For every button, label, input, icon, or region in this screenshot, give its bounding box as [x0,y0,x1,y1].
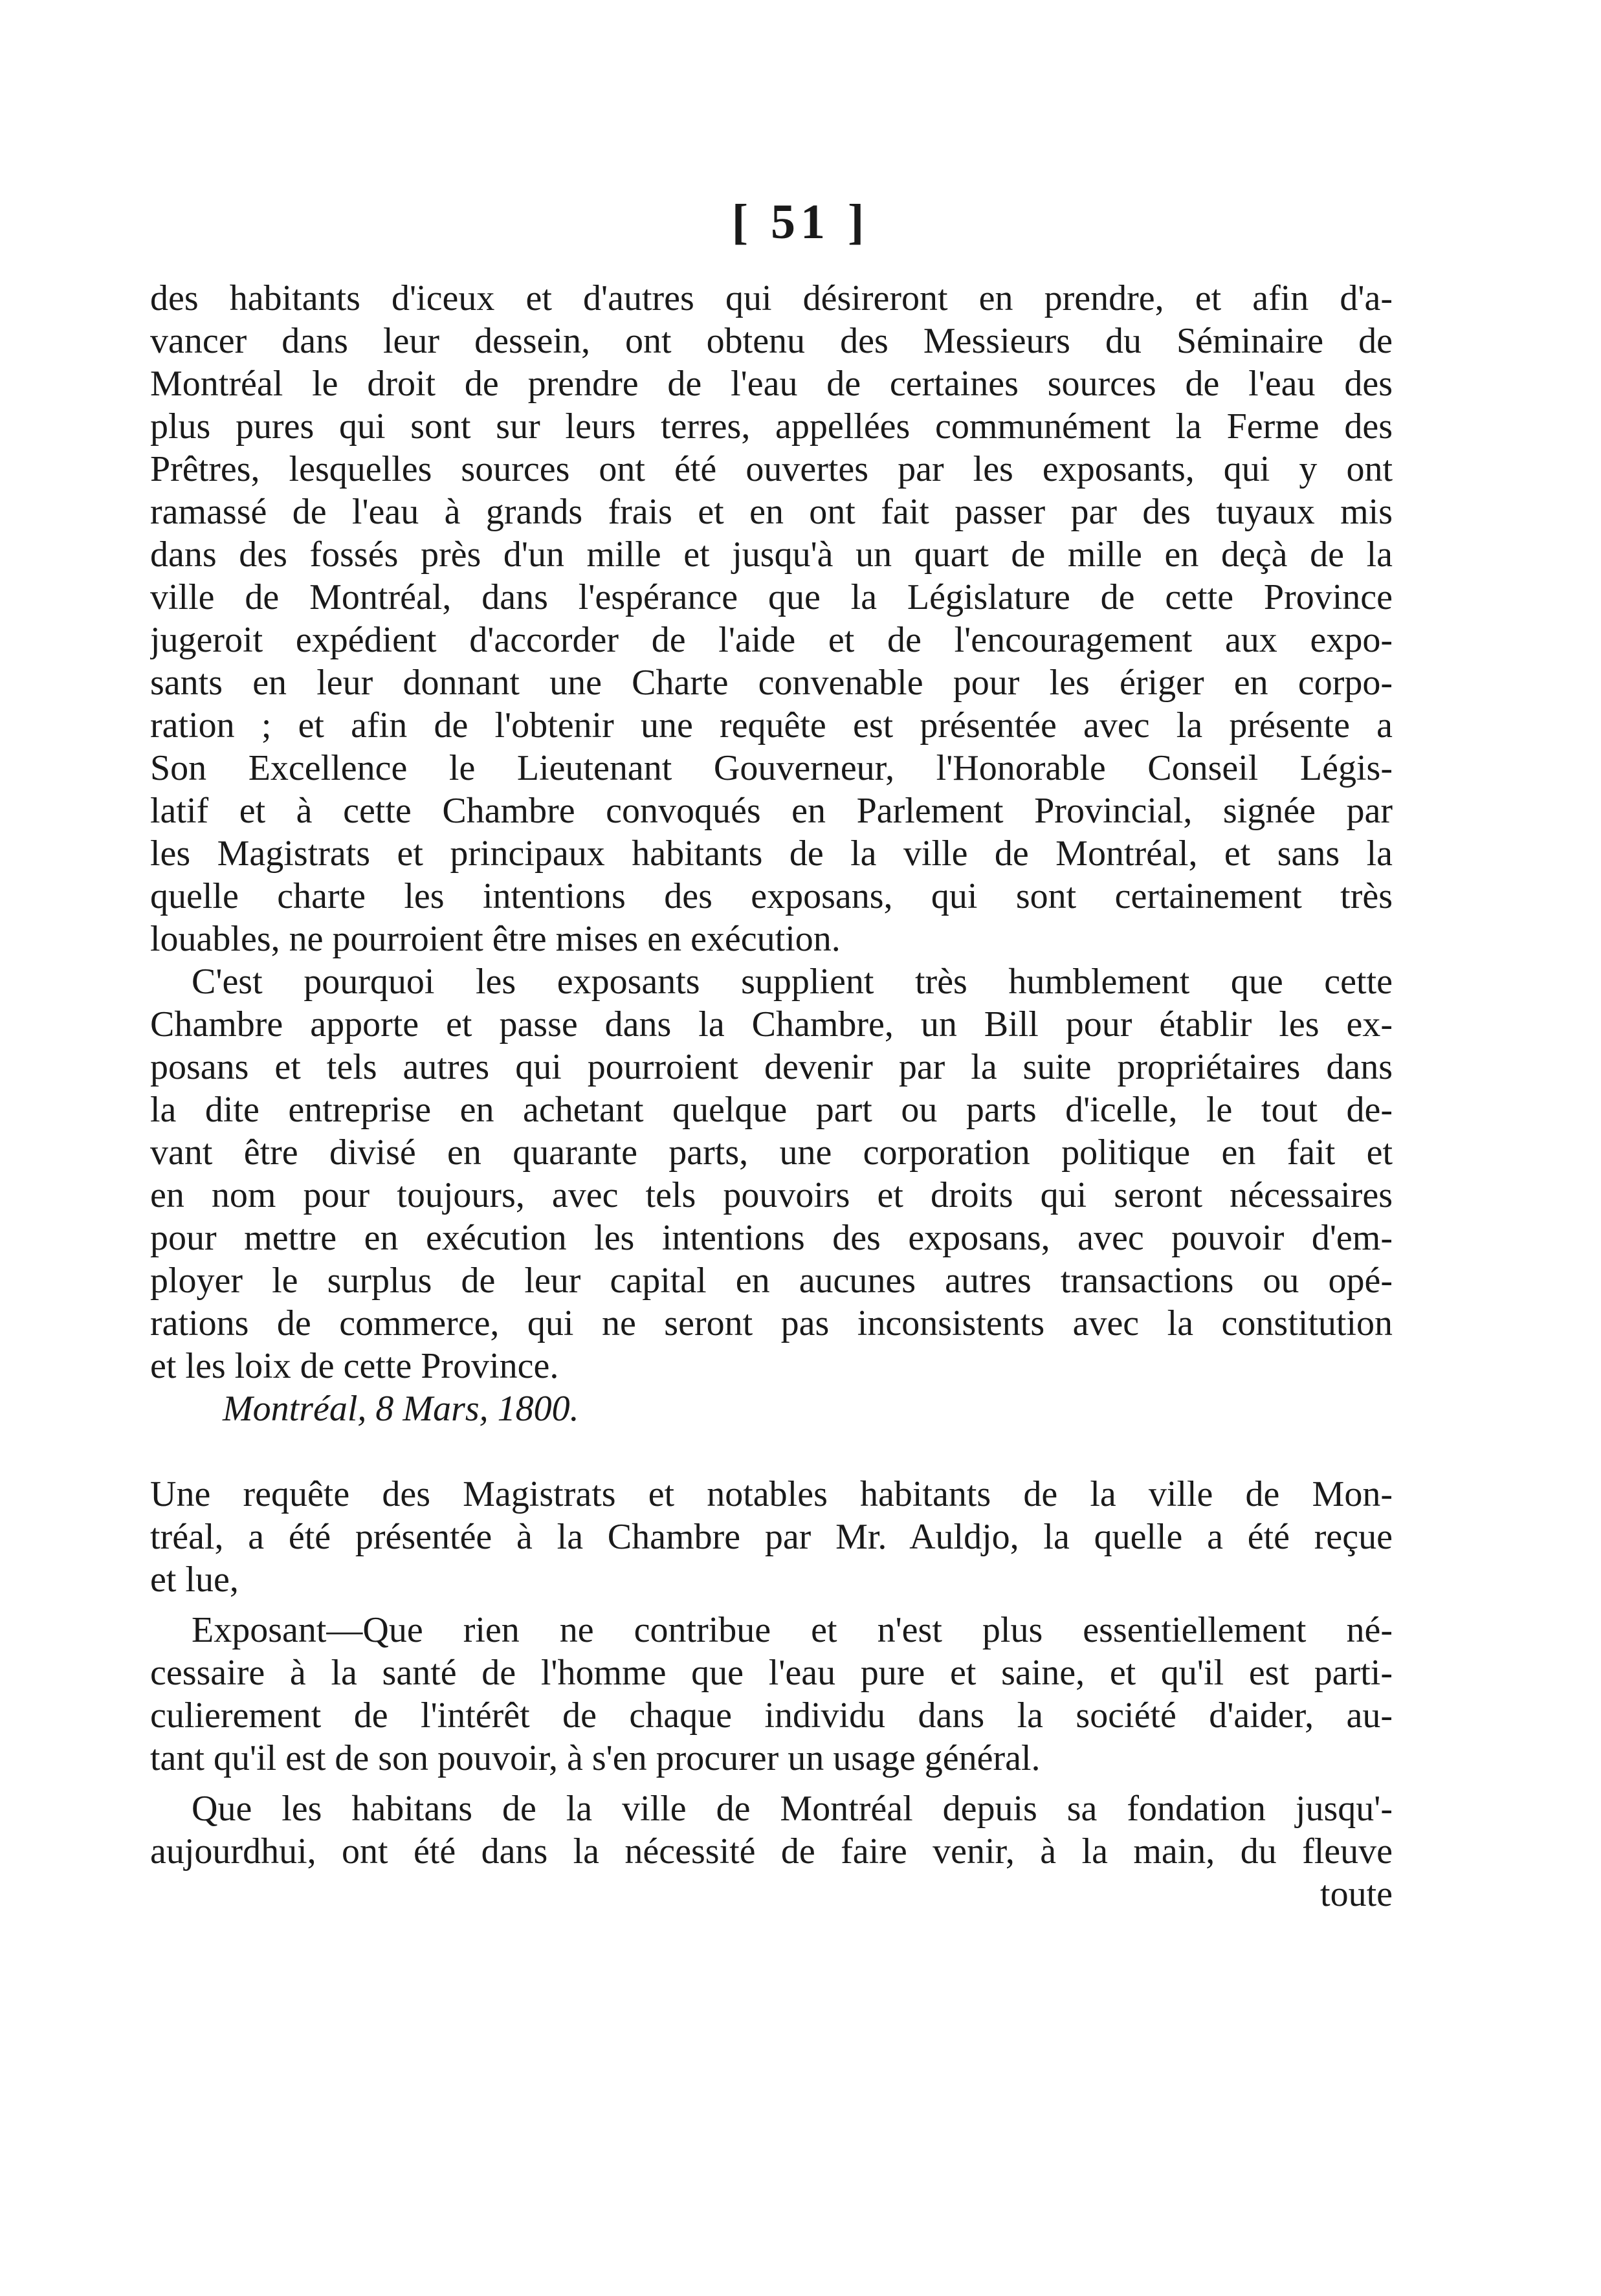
text-line: latif et à cette Chambre convoqués en Parlement Provincial, signée par [150,791,1393,831]
page-number: [ 51 ] [731,195,870,249]
text-line: des habitants d'iceux et d'autres qui désireront en prendre, et afin d'a- [150,278,1393,318]
text-line: Son Excellence le Lieutenant Gouverneur, l'Honorable Conseil Légis- [150,748,1393,788]
text-line: culierement de l'intérêt de chaque individu dans la société d'aider, au- [150,1695,1393,1736]
text-line: Prêtres, lesquelles sources ont été ouvertes par les exposants, qui y ont [150,449,1393,489]
text-line: Montréal le droit de prendre de l'eau de certaines sources de l'eau des [150,364,1393,404]
text-line: jugeroit expédient d'accorder de l'aide et de l'encouragement aux expo- [150,620,1393,660]
text-line: aujourdhui, ont été dans la nécessité de faire venir, à la main, du fleuve [150,1831,1393,1871]
text-line: Chambre apporte et passe dans la Chambre, un Bill pour établir les ex- [150,1004,1393,1044]
text-line: la dite entreprise en achetant quelque part ou parts d'icelle, le tout de- [150,1090,1393,1130]
text-line: sants en leur donnant une Charte convenable pour les ériger en corpo- [150,663,1393,703]
text-line: C'est pourquoi les exposants supplient très humblement que cette [192,962,1393,1002]
text-line: Une requête des Magistrats et notables habitants de la ville de Mon- [150,1474,1393,1514]
section-gap [150,1430,1393,1473]
text-line: et les loix de cette Province. [150,1346,559,1386]
text-line: en nom pour toujours, avec tels pouvoirs et droits qui seront nécessaires [150,1175,1393,1215]
text-line: Exposant—Que rien ne contribue et n'est plus essentiellement né- [192,1610,1393,1650]
section-gap [150,1780,1393,1787]
text-line: ville de Montréal, dans l'espérance que la Législature de cette Province [150,577,1393,617]
catchword: toute [1320,1874,1393,1914]
text-line: vant être divisé en quarante parts, une corporation politique en fait et [150,1132,1393,1173]
text-line: dans des fossés près d'un mille et jusqu'à un quart de mille en deçà de la [150,535,1393,575]
text-line: tréal, a été présentée à la Chambre par Mr. Auldjo, la quelle a été reçue [150,1517,1393,1557]
text-line: louables, ne pourroient être mises en exécution. [150,919,841,959]
body-text [150,277,1393,1915]
dateline: Montréal, 8 Mars, 1800. [223,1389,579,1429]
text-line: ramassé de l'eau à grands frais et en ont fait passer par des tuyaux mis [150,492,1393,532]
text-line: cessaire à la santé de l'homme que l'eau pure et saine, et qu'il est parti- [150,1653,1393,1693]
section-gap [150,1601,1393,1609]
text-line: et lue, [150,1560,239,1600]
text-line: Que les habitans de la ville de Montréal depuis sa fondation jusqu'- [192,1789,1393,1829]
text-line: ration ; et afin de l'obtenir une requête est présentée avec la présente a [150,705,1393,745]
text-line: pour mettre en exécution les intentions des exposans, avec pouvoir d'em- [150,1218,1393,1258]
text-line: posans et tels autres qui pourroient devenir par la suite propriétaires dans [150,1047,1393,1087]
text-line: les Magistrats et principaux habitants de la ville de Montréal, et sans la [150,833,1393,874]
text-line: rations de commerce, qui ne seront pas inconsistents avec la constitution [150,1303,1393,1343]
text-line: ployer le surplus de leur capital en aucunes autres transactions ou opé- [150,1261,1393,1301]
text-line: quelle charte les intentions des exposans, qui sont certainement très [150,876,1393,916]
text-line: tant qu'il est de son pouvoir, à s'en procurer un usage général. [150,1738,1041,1778]
text-line: vancer dans leur dessein, ont obtenu des Messieurs du Séminaire de [150,321,1393,361]
text-line: plus pures qui sont sur leurs terres, appellées communément la Ferme des [150,406,1393,447]
